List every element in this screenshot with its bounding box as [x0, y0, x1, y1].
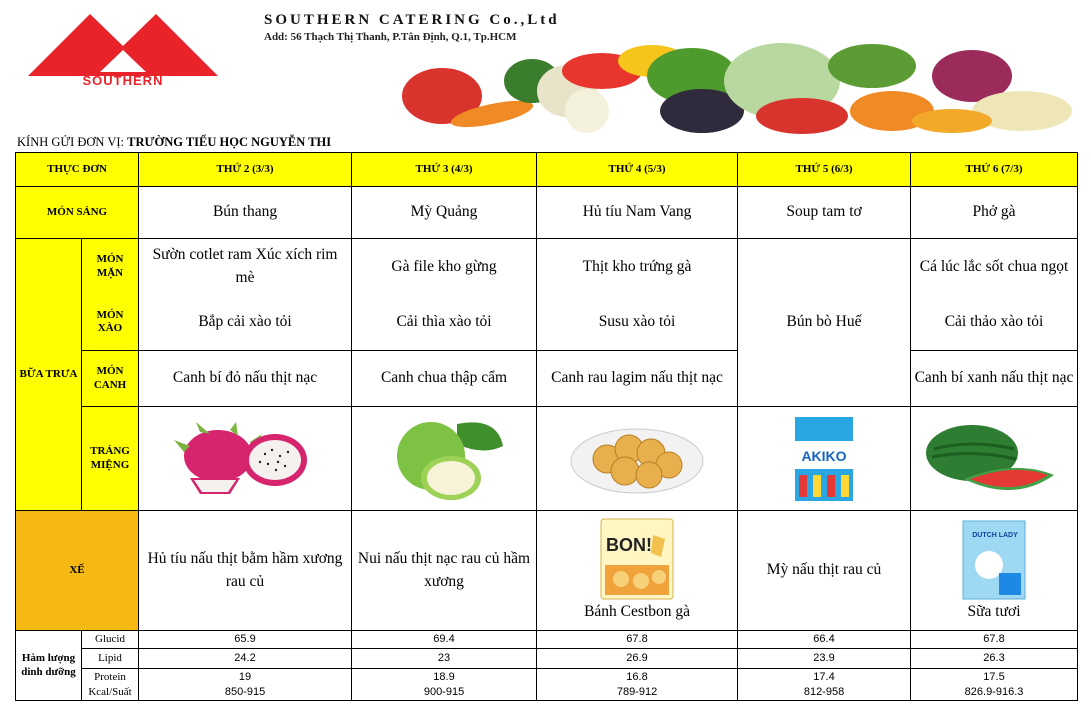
- menu-corner-header: THỰC ĐƠN: [16, 153, 139, 187]
- mon-man-thu2: Sườn cotlet ram Xúc xích rim mè: [139, 239, 352, 295]
- milk-brand: DUTCH LADY: [972, 532, 1018, 540]
- guava-icon: [379, 416, 509, 502]
- day-header-thu2: THỨ 2 (3/3): [139, 153, 352, 187]
- lunch-thu5: Bún bò Huế: [738, 239, 911, 407]
- dragon-fruit-icon: [170, 422, 320, 496]
- glucid-thu2: 65.9: [139, 631, 352, 649]
- breakfast-thu3: Mỳ Quảng: [352, 187, 537, 239]
- logo-text: SOUTHERN: [82, 73, 164, 88]
- breakfast-thu4: Hủ tíu Nam Vang: [537, 187, 738, 239]
- mon-xao-thu2: Bắp cải xào tỏi: [139, 295, 352, 351]
- day-header-thu4: THỨ 4 (5/3): [537, 153, 738, 187]
- company-name: SOUTHERN CATERING Co.,Ltd: [264, 12, 560, 28]
- day-header-thu3: THỨ 3 (4/3): [352, 153, 537, 187]
- dessert-thu2: [139, 407, 352, 511]
- weekly-menu-table: [15, 152, 1078, 701]
- day-header-thu6: THỨ 6 (7/3): [911, 153, 1078, 187]
- akiko-brand: AKIKO: [801, 447, 847, 464]
- mon-canh-thu6: Canh bí xanh nấu thịt nạc: [911, 351, 1078, 407]
- glucid-thu5: 66.4: [738, 631, 911, 649]
- kcal-thu6: 826.9-916.3: [911, 686, 1078, 701]
- protein-thu3: 18.9: [352, 669, 537, 686]
- lipid-thu5: 23.9: [738, 649, 911, 669]
- milk-carton-icon: [959, 517, 1029, 601]
- nutrition-label: Hàm lượng dinh dưỡng: [16, 631, 82, 701]
- mon-canh-thu4: Canh rau lagim nấu thịt nạc: [537, 351, 738, 407]
- glucid-thu3: 69.4: [352, 631, 537, 649]
- cestbon-pack-icon: [599, 517, 675, 601]
- protein-thu2: 19: [139, 669, 352, 686]
- lipid-thu6: 26.3: [911, 649, 1078, 669]
- watermelon-icon: [924, 419, 1064, 499]
- nutrition-name-glucid: Glucid: [82, 631, 139, 649]
- mon-canh-thu2: Canh bí đỏ nấu thịt nạc: [139, 351, 352, 407]
- xe-thu4-caption: Bánh Cestbon gà: [584, 603, 690, 621]
- xe-thu4: [537, 511, 738, 631]
- protein-thu4: 16.8: [537, 669, 738, 686]
- mon-canh-thu3: Canh chua thập cẩm: [352, 351, 537, 407]
- kcal-thu5: 812-958: [738, 686, 911, 701]
- day-header-thu5: THỨ 5 (6/3): [738, 153, 911, 187]
- xe-thu3: Nui nấu thịt nạc rau củ hầm xương: [352, 511, 537, 631]
- xe-thu2: Hủ tíu nấu thịt bằm hầm xương rau củ: [139, 511, 352, 631]
- mon-man-thu4: Thịt kho trứng gà: [537, 239, 738, 295]
- nutrition-name-protein: Protein: [82, 669, 139, 686]
- cracker-icon: [567, 423, 707, 495]
- breakfast-thu2: Bún thang: [139, 187, 352, 239]
- nutrition-name-kcal: Kcal/Suất: [82, 686, 139, 701]
- kcal-thu4: 789-912: [537, 686, 738, 701]
- xe-thu6-caption: Sữa tươi: [967, 603, 1021, 621]
- glucid-thu6: 67.8: [911, 631, 1078, 649]
- cestbon-brand: BON!: [606, 535, 653, 556]
- mon-xao-thu6: Cải thảo xào tỏi: [911, 295, 1078, 351]
- mon-xao-label: MÓN XÀO: [82, 295, 139, 351]
- xe-thu6: [911, 511, 1078, 631]
- protein-thu6: 17.5: [911, 669, 1078, 686]
- mon-man-label: MÓN MẶN: [82, 239, 139, 295]
- mon-xao-thu3: Cải thìa xào tỏi: [352, 295, 537, 351]
- kcal-thu2: 850-915: [139, 686, 352, 701]
- breakfast-label: MÓN SÁNG: [16, 187, 139, 239]
- lunch-label: BỮA TRƯA: [16, 239, 82, 511]
- dessert-thu3: [352, 407, 537, 511]
- glucid-thu4: 67.8: [537, 631, 738, 649]
- xe-thu5: Mỳ nấu thịt rau củ: [738, 511, 911, 631]
- xe-label: XẾ: [16, 511, 139, 631]
- mon-xao-thu4: Susu xào tỏi: [537, 295, 738, 351]
- akiko-snack-icon: [789, 413, 859, 505]
- lipid-thu4: 26.9: [537, 649, 738, 669]
- lipid-thu2: 24.2: [139, 649, 352, 669]
- recipient-line: [17, 135, 331, 150]
- nutrition-name-lipid: Lipid: [82, 649, 139, 669]
- company-address: Add: 56 Thạch Thị Thanh, P.Tân Định, Q.1, Tp.HCM: [264, 31, 517, 43]
- dessert-thu6: [911, 407, 1078, 511]
- mon-man-thu3: Gà file kho gừng: [352, 239, 537, 295]
- vegetables-banner-image: [372, 36, 1080, 136]
- lipid-thu3: 23: [352, 649, 537, 669]
- dessert-thu5: [738, 407, 911, 511]
- mon-man-thu6: Cá lúc lắc sốt chua ngọt: [911, 239, 1078, 295]
- protein-thu5: 17.4: [738, 669, 911, 686]
- kcal-thu3: 900-915: [352, 686, 537, 701]
- breakfast-thu5: Soup tam tơ: [738, 187, 911, 239]
- breakfast-thu6: Phở gà: [911, 187, 1078, 239]
- dessert-label: TRÁNG MIỆNG: [82, 407, 139, 511]
- mon-canh-label: MÓN CANH: [82, 351, 139, 407]
- dessert-thu4: [537, 407, 738, 511]
- recipient-school: TRƯỜNG TIỂU HỌC NGUYỄN THI: [127, 135, 332, 149]
- recipient-label: KÍNH GỬI ĐƠN VỊ:: [17, 135, 128, 149]
